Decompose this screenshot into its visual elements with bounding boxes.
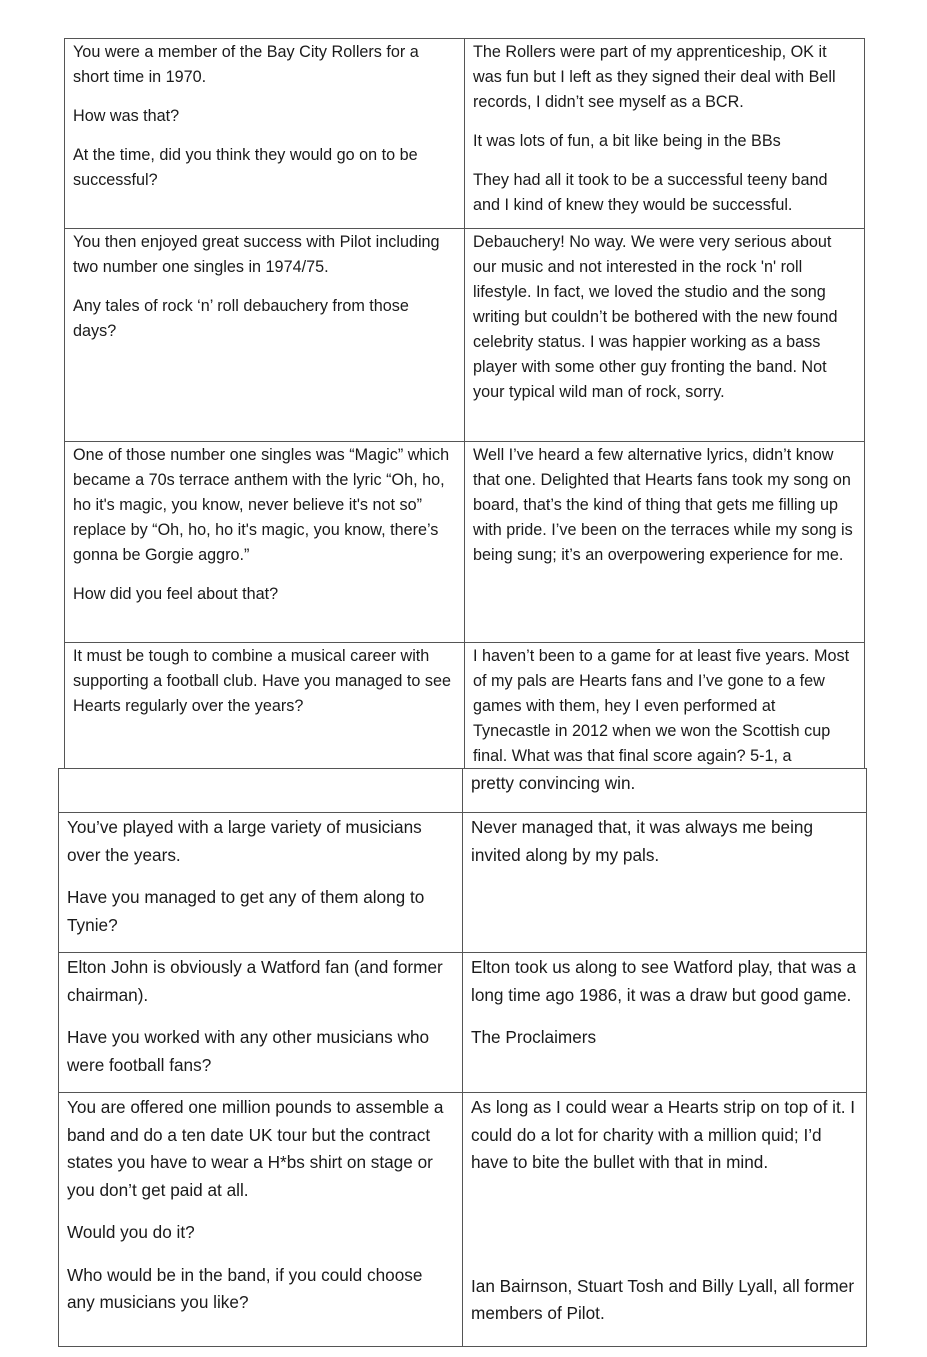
question-text: You then enjoyed great success with Pilot including two number one singles in 1974/75. [73, 233, 440, 276]
question-text: You are offered one million pounds to assemble a band and do a ten date UK tour but the contract states you have to wear a H*bs shirt on stage or you don’t get paid at all. [67, 1097, 444, 1200]
question-cell [65, 39, 465, 229]
answer-text: pretty convincing win. [471, 773, 636, 793]
table-row [65, 39, 865, 229]
question-cell [59, 813, 463, 953]
table-row [59, 769, 867, 813]
question-text: At the time, did you think they would go on to be successful? [73, 146, 418, 189]
answer-cell [465, 643, 865, 770]
table-row [59, 813, 867, 953]
answer-text: Never managed that, it was always me being invited along by my pals. [471, 817, 814, 865]
question-text: Have you worked with any other musicians who were football fans? [67, 1027, 430, 1075]
question-text: Any tales of rock ‘n’ roll debauchery from those days? [73, 297, 409, 340]
answer-text: Elton took us along to see Watford play, that was a long time ago 1986, it was a draw but good game. [471, 957, 857, 1005]
answer-text: As long as I could wear a Hearts strip on top of it. I could do a lot for charity with a million quid; I’d have to bite the bullet with that in mind. [471, 1097, 856, 1172]
answer-text: Well I’ve heard a few alternative lyrics, didn’t know that one. Delighted that Hearts fans took my song on board, that’s the kind of thing that gets me filling up with pride. I’ve been on the terraces while my song is being sung; it’s an overpowering experience for me. [473, 446, 853, 564]
question-text: It must be tough to combine a musical career with supporting a football club. Have you managed to see Hearts regularly over the years? [73, 647, 451, 715]
question-text: Would you do it? [67, 1222, 195, 1242]
answer-cell [465, 39, 865, 229]
question-text: How was that? [73, 107, 180, 125]
table-row [59, 953, 867, 1093]
question-cell [59, 953, 463, 1093]
answer-text: The Proclaimers [471, 1027, 597, 1047]
question-text: You’ve played with a large variety of musicians over the years. [67, 817, 422, 865]
answer-cell [463, 769, 867, 813]
answer-text: I haven’t been to a game for at least five years. Most of my pals are Hearts fans and I’ve gone to a few games with them, hey I even performed at Tynecastle in 2012 when we won the Scottish cup final. What was that final score again? 5-1, a [473, 647, 850, 765]
question-text: Elton John is obviously a Watford fan (and former chairman). [67, 957, 443, 1005]
answer-cell [465, 229, 865, 442]
question-cell [65, 442, 465, 643]
question-text: One of those number one singles was “Magic” which became a 70s terrace anthem with the lyric “Oh, ho, ho it's magic, you know, never believe it's not so” replace by “Oh, ho, ho it's magic, you know, there’s gonna be Gorgie aggro.” [73, 446, 450, 564]
answer-cell [463, 953, 867, 1093]
answer-cell [463, 813, 867, 953]
question-text: Have you managed to get any of them along to Tynie? [67, 887, 425, 935]
table-row [65, 643, 865, 770]
question-cell [59, 1093, 463, 1347]
answer-cell [465, 442, 865, 643]
interview-table-part1 [64, 38, 865, 769]
answer-text: It was lots of fun, a bit like being in the BBs [473, 132, 781, 150]
answer-text: Ian Bairnson, Stuart Tosh and Billy Lyall, all former members of Pilot. [471, 1275, 855, 1323]
question-text: How did you feel about that? [73, 585, 279, 603]
question-text: Who would be in the band, if you could choose any musicians you like? [67, 1264, 423, 1312]
question-cell [59, 769, 463, 813]
interview-table-part2 [58, 768, 867, 1347]
answer-text: They had all it took to be a successful teeny band and I kind of knew they would be successful. [473, 171, 828, 214]
answer-text: Debauchery! No way. We were very serious about our music and not interested in the rock 'n' roll lifestyle. In fact, we loved the studio and the song writing but couldn’t be bothered with the new found celebrity status. I was happier working as a bass player with some other guy fronting the band. Not your typical wild man of rock, sorry. [473, 233, 838, 401]
table-row [59, 1093, 867, 1347]
question-cell [65, 643, 465, 770]
answer-cell [463, 1093, 867, 1347]
table-row [65, 229, 865, 442]
answer-text: The Rollers were part of my apprenticeship, OK it was fun but I left as they signed their deal with Bell records, I didn’t see myself as a BCR. [473, 43, 836, 111]
question-cell [65, 229, 465, 442]
question-text: You were a member of the Bay City Rollers for a short time in 1970. [73, 43, 419, 86]
table-row [65, 442, 865, 643]
